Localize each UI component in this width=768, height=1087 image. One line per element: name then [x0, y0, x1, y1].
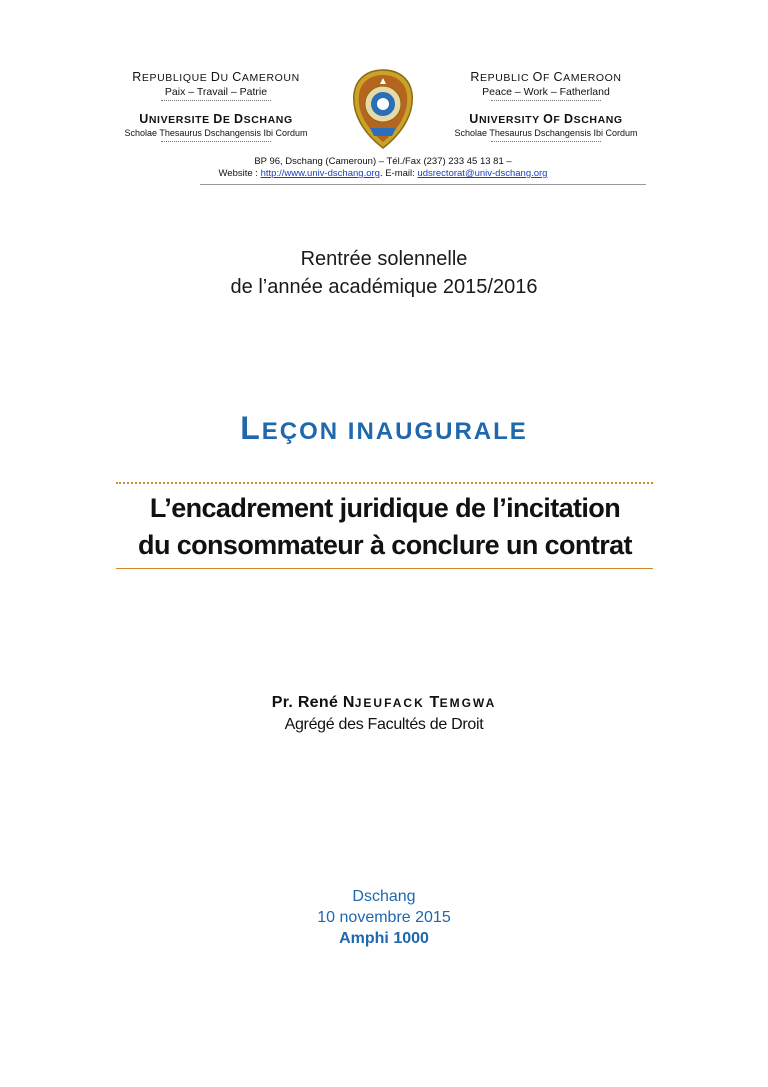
lecture-title — [110, 490, 660, 564]
divider-dots — [491, 141, 601, 143]
university-name-fr: UNIVERSITE DE DSCHANG — [139, 112, 293, 126]
lecture-title-line-1: L’encadrement juridique de l’incitation — [149, 493, 621, 523]
author-name-smallcaps-2: EMGWA — [439, 696, 497, 710]
latin-motto-left: Scholae Thesaurus Dschangensis Ibi Cordum — [124, 128, 308, 138]
contact-line — [118, 168, 648, 180]
divider-dots — [161, 141, 271, 143]
title-top-rule — [116, 482, 653, 484]
author-name-initial-2: T — [424, 694, 440, 711]
university-crest-icon — [348, 68, 418, 150]
venue-date: 10 novembre 2015 — [317, 909, 451, 926]
email-link[interactable]: udsrectorat@univ-dschang.org — [417, 168, 548, 179]
lecture-title-line-2: du consommateur à conclure un contrat — [138, 530, 632, 560]
latin-motto-right: Scholae Thesaurus Dschangensis Ibi Cordum — [454, 128, 638, 138]
event-heading — [0, 245, 768, 301]
lecture-type-initial: L — [240, 410, 262, 446]
event-line-2: de l’année académique 2015/2016 — [230, 276, 538, 298]
website-label: Website : — [218, 168, 258, 179]
title-bottom-rule — [116, 568, 653, 569]
venue-city: Dschang — [352, 888, 416, 905]
author-name-smallcaps-1: JEUFACK — [354, 696, 425, 710]
header-left-block — [111, 70, 321, 143]
postal-address: BP 96, Dschang (Cameroun) – Tél./Fax (237) 233 45 13 81 – — [254, 156, 512, 167]
motto-fr: Paix – Travail – Patrie — [164, 86, 268, 98]
event-line-1: Rentrée solennelle — [300, 248, 468, 270]
divider-dots — [161, 100, 271, 102]
country-name-fr: REPUBLIQUE DU CAMEROUN — [132, 70, 300, 84]
venue-block — [0, 886, 768, 949]
website-link[interactable]: http://www.univ-dschang.org — [260, 168, 380, 179]
address-block — [118, 156, 648, 180]
lecture-type-heading — [0, 410, 768, 447]
author-name — [0, 694, 768, 712]
email-label: . E-mail: — [379, 168, 415, 179]
lecture-type-rest: EÇON INAUGURALE — [261, 418, 528, 445]
country-name-en: REPUBLIC OF CAMEROON — [470, 70, 622, 84]
author-position: Agrégé des Facultés de Droit — [284, 716, 484, 733]
university-name-en: UNIVERSITY OF DSCHANG — [469, 112, 623, 126]
header-rule — [200, 184, 646, 185]
author-name-prefix: Pr. René N — [271, 694, 355, 711]
venue-room: Amphi 1000 — [339, 930, 429, 947]
divider-dots — [491, 100, 601, 102]
header-right-block — [441, 70, 651, 143]
motto-en: Peace – Work – Fatherland — [482, 86, 610, 98]
